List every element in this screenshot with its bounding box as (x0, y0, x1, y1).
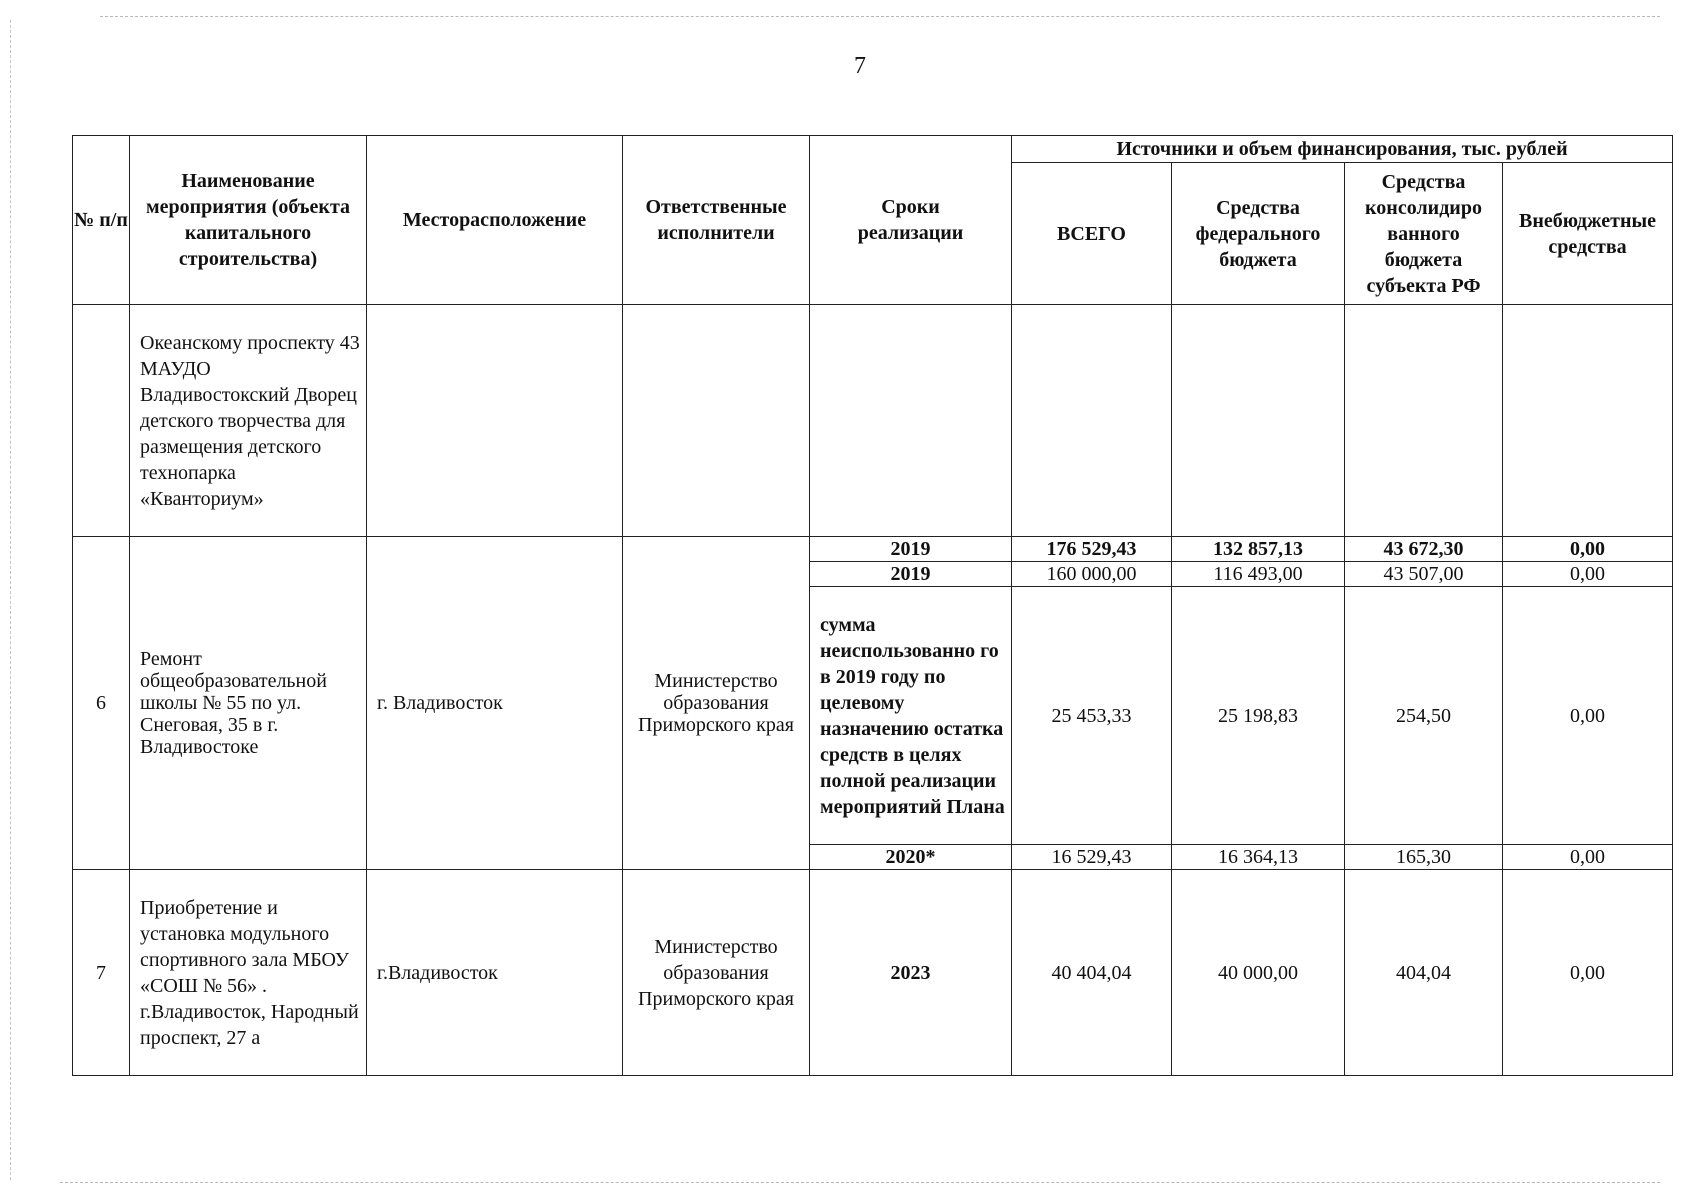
row7-num: 7 (73, 870, 130, 1076)
header-executors: Ответственные исполнители (623, 136, 810, 305)
row7-extrabudget: 0,00 (1503, 870, 1673, 1076)
continuation-federal (1172, 305, 1345, 537)
continuation-consolidated (1345, 305, 1503, 537)
row6-line1-federal: 132 857,13 (1172, 537, 1345, 562)
row6-line1 (73, 537, 1673, 562)
row6-line3-period: сумма неиспользованно го в 2019 году по целевому назначению остатка средств в целях полной реализации мероприятий Плана (810, 587, 1012, 845)
row6-line3-federal: 25 198,83 (1172, 587, 1345, 845)
row6-line2-consolidated: 43 507,00 (1345, 562, 1503, 587)
row7-federal: 40 000,00 (1172, 870, 1345, 1076)
row7-executors: Министерство образования Приморского края (623, 870, 810, 1076)
row6-line4-federal: 16 364,13 (1172, 845, 1345, 870)
page-number: 7 (854, 53, 866, 79)
header-federal: Средства федерального бюджета (1172, 163, 1345, 305)
row7-total: 40 404,04 (1012, 870, 1172, 1076)
continuation-executors (623, 305, 810, 537)
row7-location: г.Владивосток (367, 870, 623, 1076)
header-total: ВСЕГО (1012, 163, 1172, 305)
row6-executors: Министерство образования Приморского края (623, 537, 810, 870)
continuation-location (367, 305, 623, 537)
row7 (73, 870, 1673, 1076)
funding-table (72, 135, 1673, 1076)
row6-line3-total: 25 453,33 (1012, 587, 1172, 845)
row6-line1-total: 176 529,43 (1012, 537, 1172, 562)
row6-line1-extrabudget: 0,00 (1503, 537, 1673, 562)
row6-line3-extrabudget: 0,00 (1503, 587, 1673, 845)
row6-num: 6 (73, 537, 130, 870)
row6-line2-period: 2019 (810, 562, 1012, 587)
header-location: Месторасположение (367, 136, 623, 305)
continuation-name: Океанскому проспекту 43 МАУДО Владивостокский Дворец детского творчества для размещения детского технопарка «Кванториум» (130, 305, 367, 537)
row6-location: г. Владивосток (367, 537, 623, 870)
row6-line2-extrabudget: 0,00 (1503, 562, 1673, 587)
row6-line2-federal: 116 493,00 (1172, 562, 1345, 587)
row7-consolidated: 404,04 (1345, 870, 1503, 1076)
row6-line4-extrabudget: 0,00 (1503, 845, 1673, 870)
header-row-1 (73, 136, 1673, 163)
scan-artifact-left (10, 20, 11, 1180)
header-funding-group: Источники и объем финансирования, тыс. рублей (1012, 136, 1673, 163)
row7-period: 2023 (810, 870, 1012, 1076)
continuation-num (73, 305, 130, 537)
row6-line1-period: 2019 (810, 537, 1012, 562)
continuation-extrabudget (1503, 305, 1673, 537)
row7-name: Приобретение и установка модульного спортивного зала МБОУ «СОШ № 56» . г.Владивосток, Народный проспект, 27 а (130, 870, 367, 1076)
row6-line3-consolidated: 254,50 (1345, 587, 1503, 845)
scan-artifact-top (100, 16, 1660, 17)
header-period: Сроки реализации (810, 136, 1012, 305)
row6-line4-period: 2020* (810, 845, 1012, 870)
header-num: № п/п (73, 136, 130, 305)
row6-line4-consolidated: 165,30 (1345, 845, 1503, 870)
continuation-total (1012, 305, 1172, 537)
scan-artifact-bottom (60, 1182, 1660, 1183)
header-name: Наименование мероприятия (объекта капитального строительства) (130, 136, 367, 305)
row6-line2-total: 160 000,00 (1012, 562, 1172, 587)
header-extrabudget: Внебюджетные средства (1503, 163, 1673, 305)
header-consolidated: Средства консолидиро ванного бюджета субъекта РФ (1345, 163, 1503, 305)
continuation-row (73, 305, 1673, 537)
row6-line4-total: 16 529,43 (1012, 845, 1172, 870)
continuation-period (810, 305, 1012, 537)
row6-name: Ремонт общеобразовательной школы № 55 по ул. Снеговая, 35 в г. Владивостоке (130, 537, 367, 870)
row6-line1-consolidated: 43 672,30 (1345, 537, 1503, 562)
